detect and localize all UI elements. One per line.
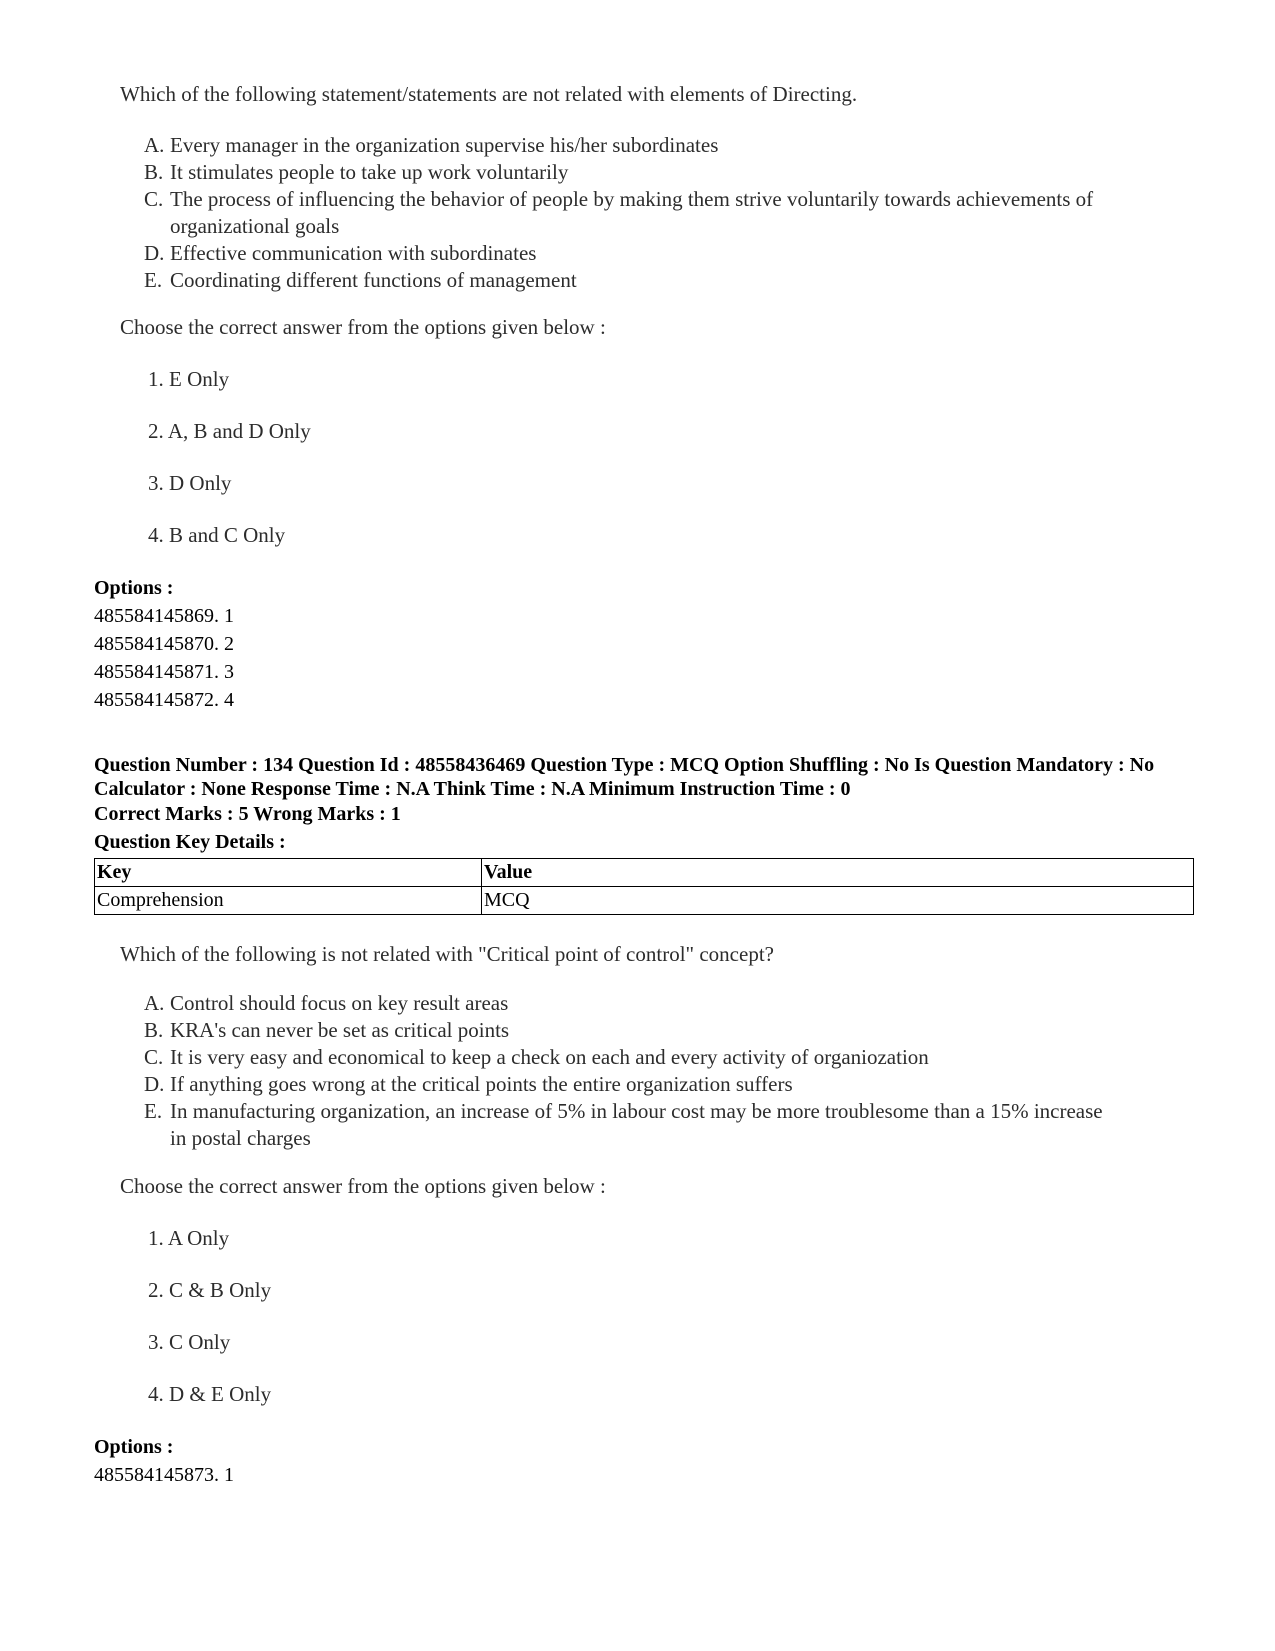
table-cell: MCQ bbox=[482, 887, 1194, 915]
answer-choice: 1. E Only bbox=[148, 367, 230, 391]
answer-choice: 4. B and C Only bbox=[148, 523, 286, 547]
option-line: 485584145870. 2 bbox=[94, 633, 234, 655]
statement-letter: D. bbox=[144, 241, 165, 265]
statement-text: KRA's can never be set as critical points bbox=[170, 1018, 510, 1042]
statement-letter: A. bbox=[144, 991, 165, 1015]
statement-list bbox=[144, 990, 1114, 1152]
question-stem: Which of the following is not related with "Critical point of control" concept? bbox=[120, 942, 774, 966]
answer-choice: 2. A, B and D Only bbox=[148, 419, 311, 443]
statement-item bbox=[144, 990, 1114, 1017]
statement-letter: A. bbox=[144, 133, 165, 157]
option-line: 485584145869. 1 bbox=[94, 605, 234, 627]
statement-text: The process of influencing the behavior of people by making them strive voluntarily towards achievements of organizational goals bbox=[170, 187, 1094, 238]
statement-item bbox=[144, 159, 1104, 186]
options-label: Options : bbox=[94, 1436, 174, 1458]
table-header-cell: Value bbox=[482, 859, 1194, 887]
choose-instruction: Choose the correct answer from the options given below : bbox=[120, 1174, 606, 1198]
statement-letter: C. bbox=[144, 1045, 164, 1069]
statement-text: Every manager in the organization supervise his/her subordinates bbox=[170, 133, 719, 157]
statement-text: Coordinating different functions of management bbox=[170, 268, 577, 292]
answer-choice: 4. D & E Only bbox=[148, 1382, 272, 1406]
key-details-table bbox=[94, 858, 1194, 915]
statement-item bbox=[144, 1044, 1114, 1071]
statement-text: In manufacturing organization, an increase of 5% in labour cost may be more troublesome than a 15% increase in postal charges bbox=[170, 1099, 1103, 1150]
table-cell: Comprehension bbox=[95, 887, 482, 915]
statement-text: If anything goes wrong at the critical points the entire organization suffers bbox=[170, 1072, 793, 1096]
choose-instruction: Choose the correct answer from the options given below : bbox=[120, 315, 606, 339]
statement-letter: B. bbox=[144, 160, 164, 184]
statement-item bbox=[144, 267, 1104, 294]
statement-item bbox=[144, 186, 1104, 240]
marks-line: Correct Marks : 5 Wrong Marks : 1 bbox=[94, 803, 401, 825]
answer-choice: 3. C Only bbox=[148, 1330, 231, 1354]
answer-choice: 3. D Only bbox=[148, 471, 232, 495]
statement-letter: B. bbox=[144, 1018, 164, 1042]
statement-letter: C. bbox=[144, 187, 164, 211]
key-details-label: Question Key Details : bbox=[94, 831, 286, 853]
statement-text: Effective communication with subordinates bbox=[170, 241, 537, 265]
option-line: 485584145871. 3 bbox=[94, 661, 234, 683]
statement-item bbox=[144, 132, 1104, 159]
question-metadata: Question Number : 134 Question Id : 48558436469 Question Type : MCQ Option Shuffling : No Is Question Mandatory : No Calculator : None Response Time : N.A Think Time : N.A Minimum Instruction Time : 0 bbox=[94, 754, 1155, 800]
question-stem: Which of the following statement/statements are not related with elements of Directing. bbox=[120, 82, 858, 106]
statement-item bbox=[144, 1071, 1114, 1098]
statement-item bbox=[144, 1017, 1114, 1044]
statement-letter: E. bbox=[144, 268, 163, 292]
option-line: 485584145872. 4 bbox=[94, 689, 234, 711]
table-header-row bbox=[95, 859, 1194, 887]
statement-list bbox=[144, 132, 1104, 294]
statement-letter: E. bbox=[144, 1099, 163, 1123]
answer-choice: 1. A Only bbox=[148, 1226, 230, 1250]
options-label: Options : bbox=[94, 577, 174, 599]
statement-text: It is very easy and economical to keep a check on each and every activity of organiozation bbox=[170, 1045, 929, 1069]
statement-item bbox=[144, 1098, 1114, 1152]
option-line: 485584145873. 1 bbox=[94, 1464, 234, 1486]
answer-choice: 2. C & B Only bbox=[148, 1278, 272, 1302]
statement-text: It stimulates people to take up work voluntarily bbox=[170, 160, 569, 184]
statement-text: Control should focus on key result areas bbox=[170, 991, 509, 1015]
table-row bbox=[95, 887, 1194, 915]
statement-letter: D. bbox=[144, 1072, 165, 1096]
statement-item bbox=[144, 240, 1104, 267]
table-header-cell: Key bbox=[95, 859, 482, 887]
